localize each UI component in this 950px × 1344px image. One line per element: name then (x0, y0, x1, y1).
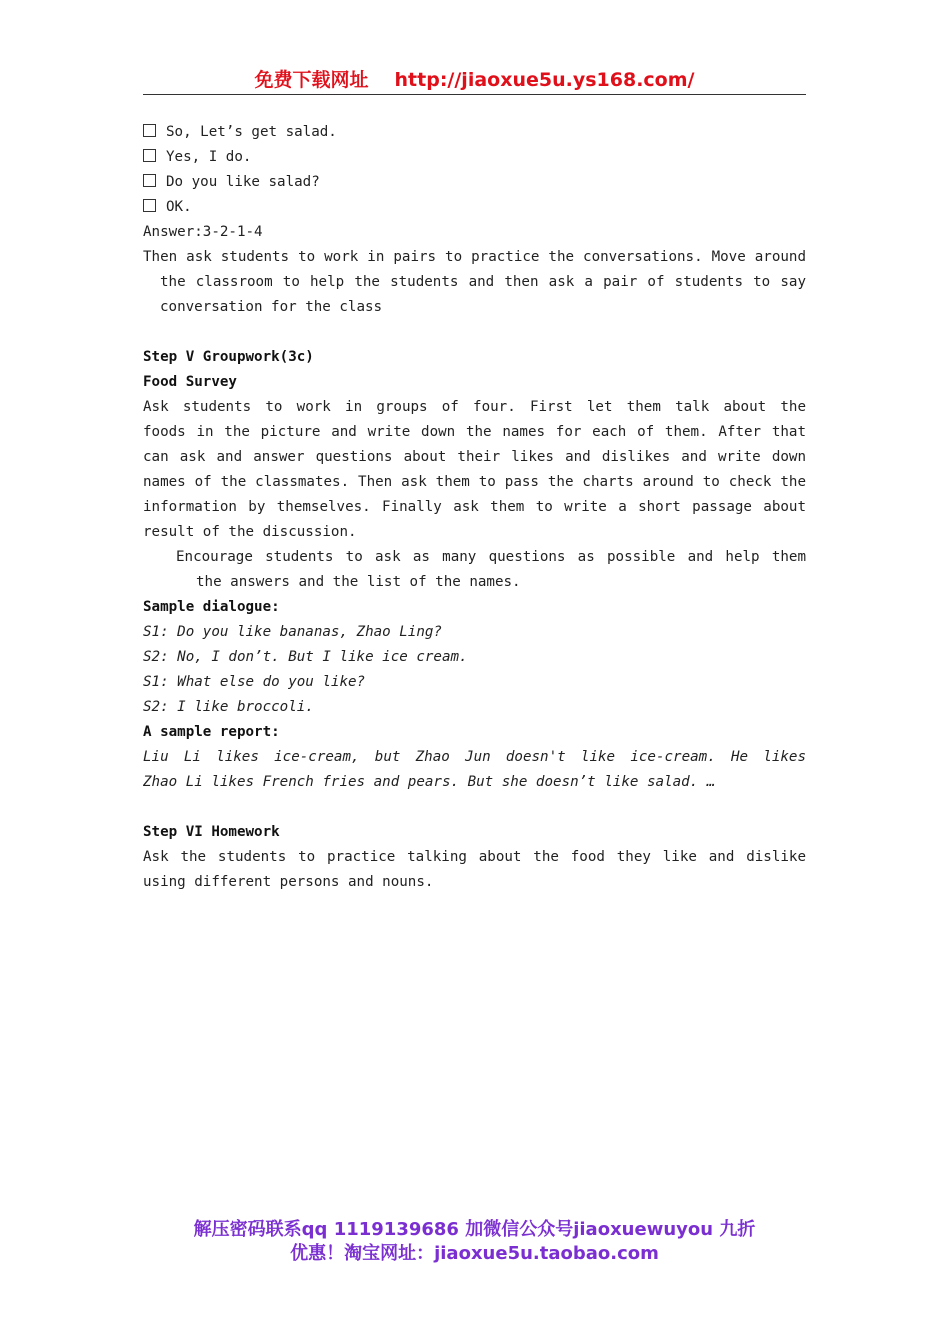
report-line: Zhao Li likes French fries and pears. But she doesn’t like salad. … (143, 774, 716, 790)
pair-instruction-line: Then ask students to work in pairs to practice the conversations. Move around (143, 249, 806, 265)
footer-line[interactable]: 优惠！淘宝网址：jiaoxue5u.taobao.com (290, 1243, 659, 1264)
page-header (143, 66, 806, 94)
encourage-line: the answers and the list of the names. (196, 574, 521, 590)
pair-instruction-line: the classroom to help the students and then ask a pair of students to say (160, 274, 806, 290)
step6-paragraph-line: Ask the students to practice talking about the food they like and dislike (143, 849, 806, 865)
checkbox-icon (143, 199, 156, 212)
spacer (143, 795, 806, 820)
step5-paragraph-line: names of the classmates. Then ask them to pass the charts around to check the (143, 474, 806, 490)
step6-paragraph-line: using different persons and nouns. (143, 874, 434, 890)
dialogue-line: S1: What else do you like? (143, 674, 366, 690)
dialogue-line: S2: I like broccoli. (143, 699, 314, 715)
document-body (143, 120, 806, 895)
answer-line: Answer:3-2-1-4 (143, 224, 263, 240)
dialogue-line: S1: Do you like bananas, Zhao Ling? (143, 624, 442, 640)
dialogue-heading: Sample dialogue: (143, 599, 280, 615)
checkbox-icon (143, 149, 156, 162)
step5-paragraph-line: Ask students to work in groups of four. First let them talk about the (143, 399, 806, 415)
report-line: Liu Li likes ice-cream, but Zhao Jun doesn't like ice-cream. He likes (143, 749, 806, 765)
checklist-item: So, Let’s get salad. (143, 120, 806, 145)
checkbox-icon (143, 174, 156, 187)
header-url-link[interactable]: http://jiaoxue5u.ys168.com/ (394, 69, 695, 91)
spacer (143, 320, 806, 345)
report-heading: A sample report: (143, 724, 280, 740)
step5-paragraph-line: information by themselves. Finally ask them to write a short passage about (143, 499, 806, 515)
step5-paragraph-line: can ask and answer questions about their likes and dislikes and write down (143, 449, 806, 465)
step5-paragraph-line: result of the discussion. (143, 524, 357, 540)
checklist-item: Do you like salad? (143, 170, 806, 195)
checklist-item: OK. (143, 195, 806, 220)
checkbox-icon (143, 124, 156, 137)
step6-heading: Step VI Homework (143, 824, 280, 840)
pair-instruction-line: conversation for the class (160, 299, 383, 315)
page-footer (143, 1218, 806, 1266)
header-title: 免费下载网址 (254, 69, 369, 91)
footer-line: 解压密码联系qq 1119139686 加微信公众号jiaoxuewuyou 九折 (193, 1219, 756, 1240)
step5-heading: Step V Groupwork(3c) (143, 349, 314, 365)
checklist-item: Yes, I do. (143, 145, 806, 170)
step5-subheading: Food Survey (143, 374, 237, 390)
header-divider (143, 94, 806, 95)
dialogue-line: S2: No, I don’t. But I like ice cream. (143, 649, 468, 665)
step5-paragraph-line: foods in the picture and write down the names for each of them. After that (143, 424, 806, 440)
encourage-line: Encourage students to ask as many questions as possible and help them (176, 549, 806, 565)
